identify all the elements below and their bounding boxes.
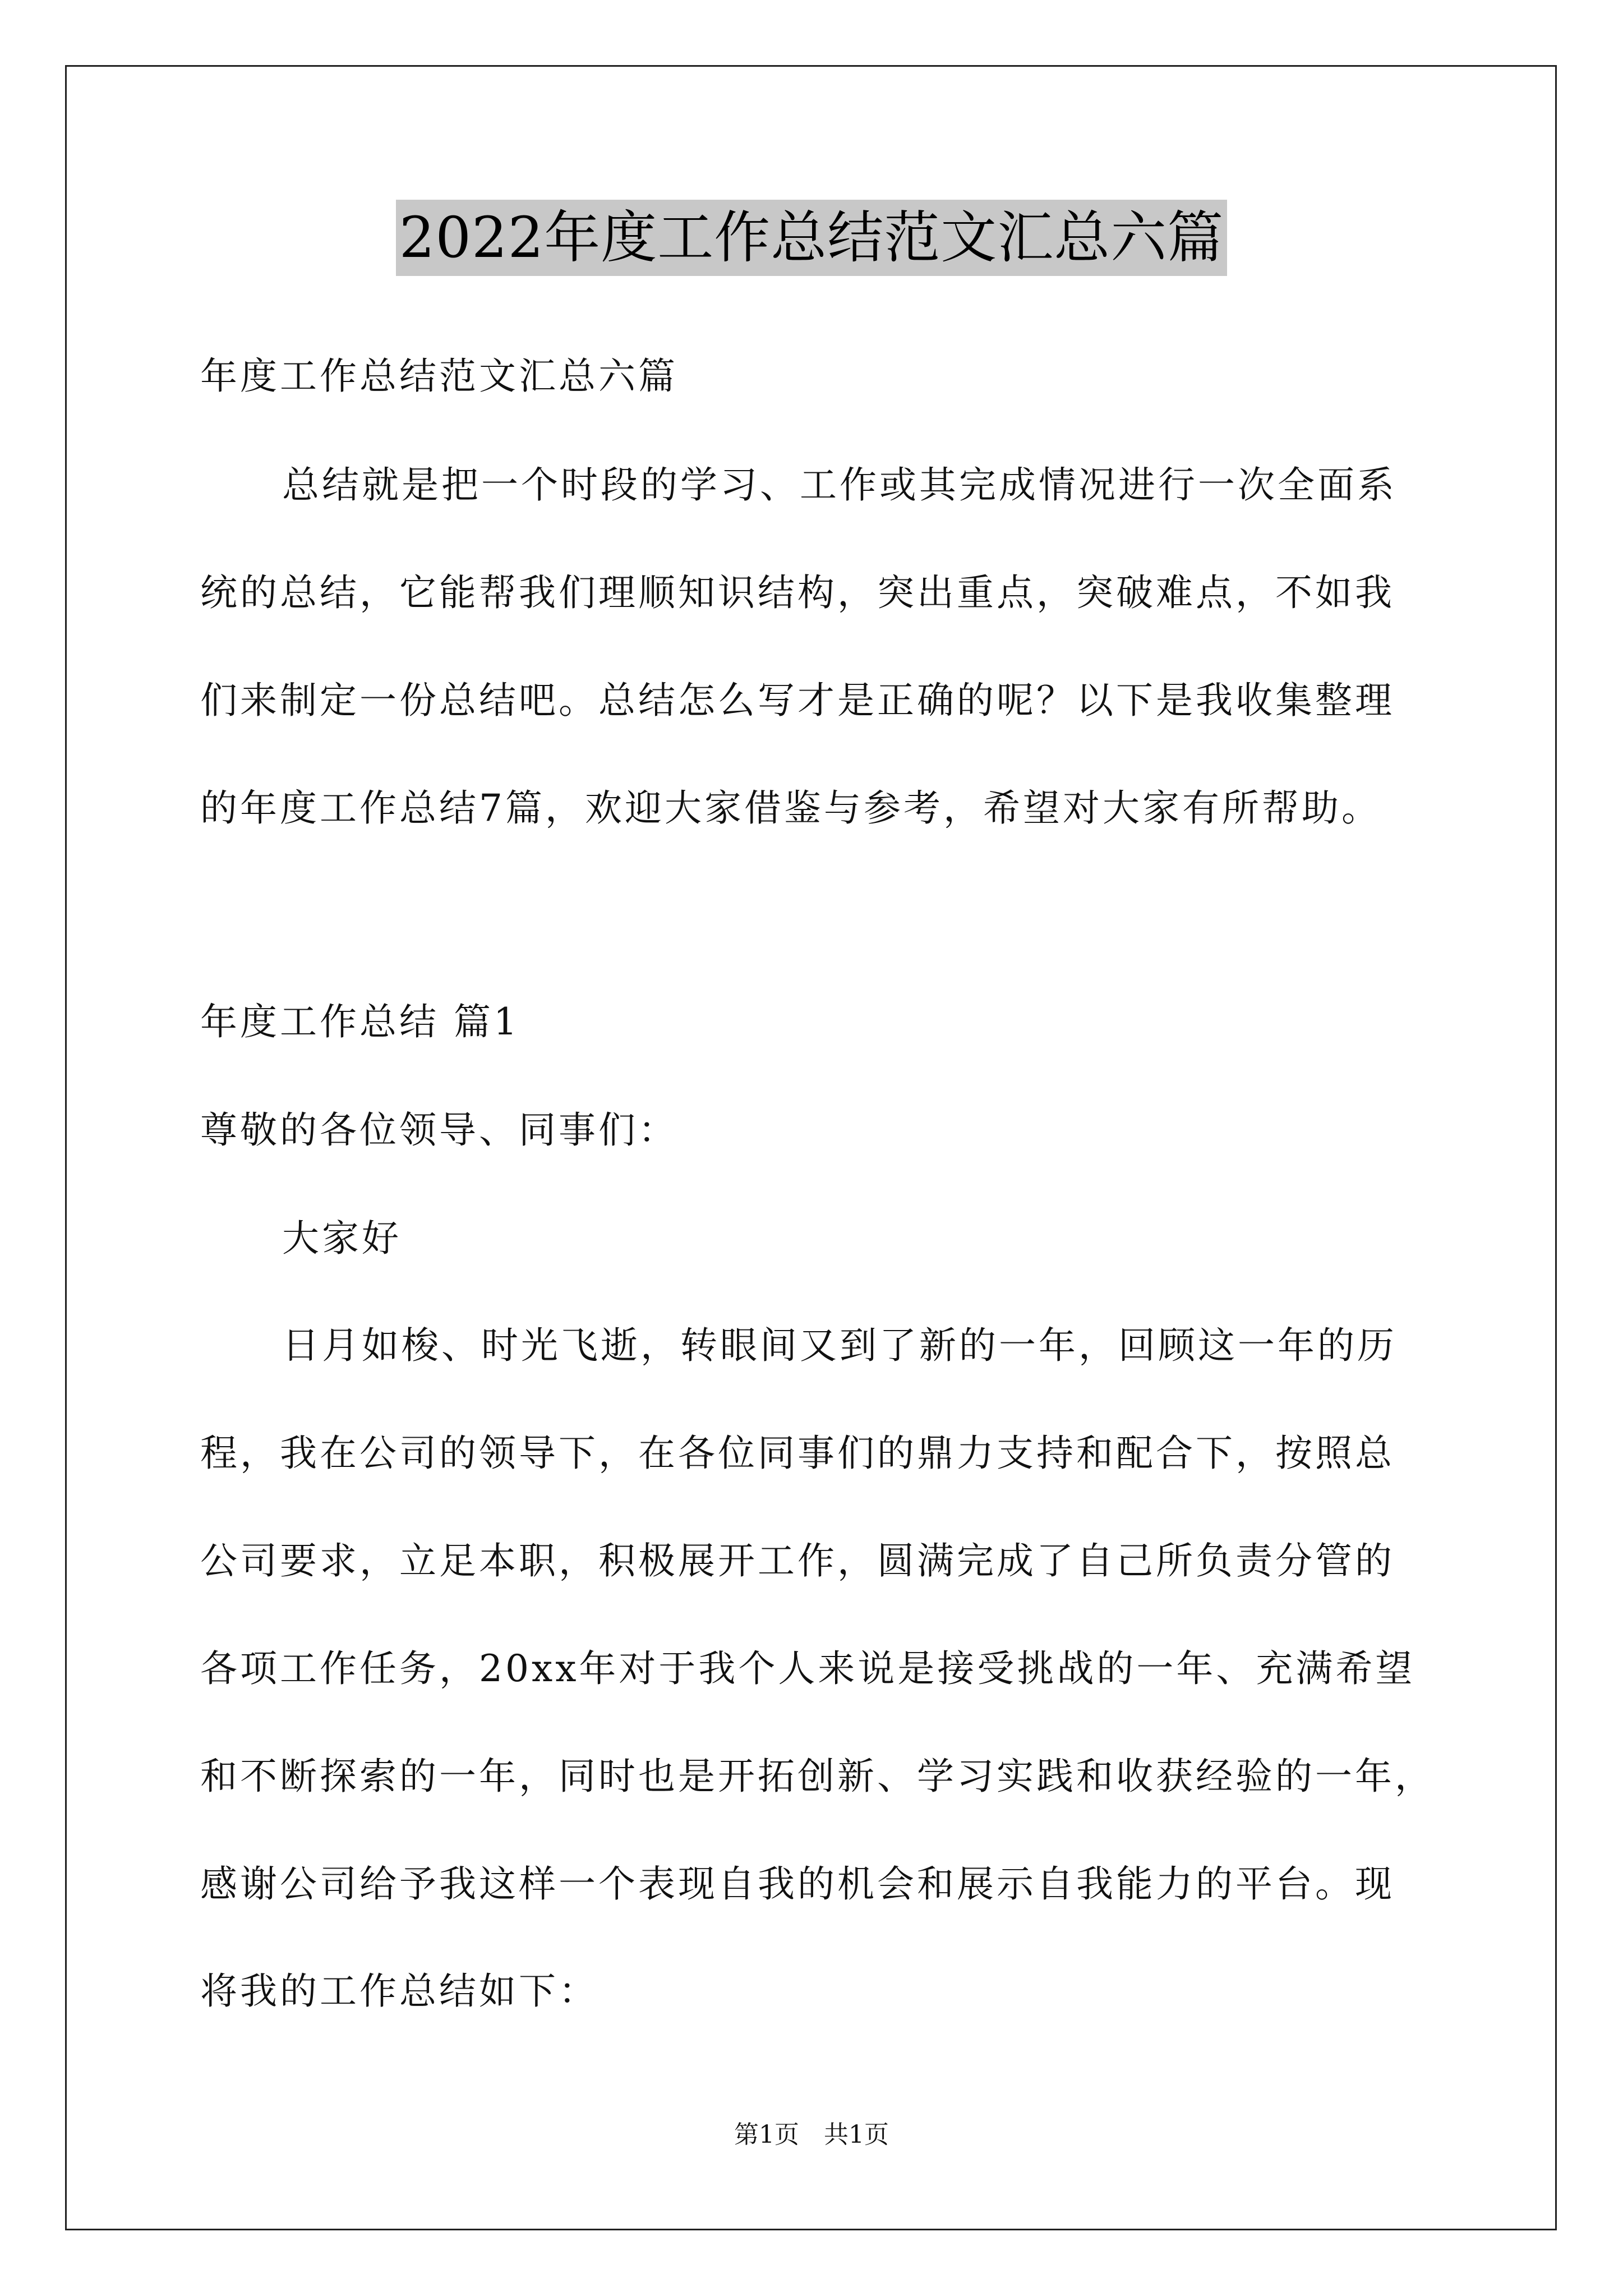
salutation-line: 尊敬的各位领导、同事们： — [200, 1108, 678, 1152]
section-heading: 年度工作总结 篇1 — [200, 1000, 520, 1043]
document-title: 2022年度工作总结范文汇总六篇 — [396, 200, 1228, 276]
page-footer: 第1页 共1页 — [734, 2120, 889, 2149]
intro-paragraph-line: 的年度工作总结7篇，欢迎大家借鉴与参考，希望对大家有所帮助。 — [200, 786, 1381, 830]
body-paragraph-line: 将我的工作总结如下： — [200, 1970, 598, 2013]
subtitle-line: 年度工作总结范文汇总六篇 — [200, 355, 678, 398]
intro-paragraph-line: 们来制定一份总结吧。总结怎么写才是正确的呢？以下是我收集整理 — [200, 679, 1395, 722]
title-container — [0, 200, 1623, 276]
intro-paragraph-line: 统的总结，它能帮我们理顺知识结构，突出重点，突破难点，不如我 — [200, 571, 1395, 614]
body-paragraph-line: 感谢公司给予我这样一个表现自我的机会和展示自我能力的平台。现 — [200, 1862, 1395, 1906]
body-paragraph-line: 和不断探索的一年，同时也是开拓创新、学习实践和收获经验的一年， — [200, 1755, 1435, 1798]
body-paragraph-line: 公司要求，立足本职，积极展开工作，圆满完成了自己所负责分管的 — [200, 1539, 1395, 1582]
body-paragraph-line: 日月如梭、时光飞逝，转眼间又到了新的一年，回顾这一年的历 — [282, 1324, 1397, 1367]
body-paragraph-line: 程，我在公司的领导下，在各位同事们的鼎力支持和配合下，按照总 — [200, 1432, 1395, 1475]
body-paragraph-line: 各项工作任务，20xx年对于我个人来说是接受挑战的一年、充满希望 — [200, 1647, 1415, 1690]
intro-paragraph-line: 总结就是把一个时段的学习、工作或其完成情况进行一次全面系 — [282, 463, 1397, 507]
greeting-line: 大家好 — [282, 1217, 402, 1260]
